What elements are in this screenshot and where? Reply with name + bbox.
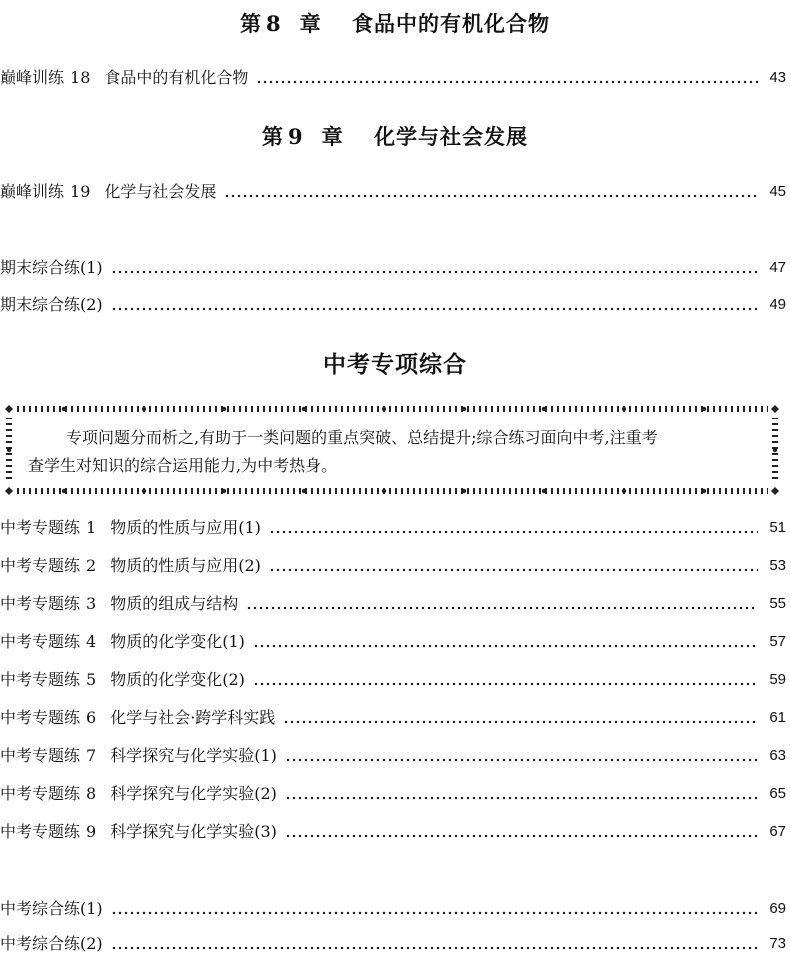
leader-dots — [111, 937, 758, 951]
chapter-prefix: 第 — [262, 124, 285, 149]
notice-box — [4, 404, 780, 496]
chapter-number: 9 — [288, 124, 304, 149]
page-number: 51 — [769, 519, 786, 536]
toc-entry-topic-1[interactable] — [0, 516, 790, 540]
page-number: 53 — [769, 557, 786, 574]
chapter-name: 食品中的有机化合物 — [351, 11, 550, 36]
entry-label: 中考专题练 7 科学探究与化学实验(1) — [0, 746, 277, 765]
page-number: 43 — [769, 69, 786, 86]
chapter-number: 8 — [266, 11, 282, 36]
leader-dots — [253, 635, 758, 649]
leader-dots — [253, 673, 758, 687]
chapter-9-heading — [0, 121, 790, 151]
chapter-suffix: 章 — [299, 11, 322, 36]
entry-label: 巅峰训练 19 化学与社会发展 — [0, 182, 217, 201]
entry-label: 中考专题练 8 科学探究与化学实验(2) — [0, 784, 277, 803]
entry-label: 中考专题练 1 物质的性质与应用(1) — [0, 518, 261, 537]
toc-entry-topic-9[interactable] — [0, 820, 790, 844]
entry-label: 中考专题练 6 化学与社会·跨学科实践 — [0, 708, 276, 727]
leader-dots — [285, 787, 758, 801]
leader-dots — [111, 261, 758, 275]
entry-label: 期末综合练(2) — [0, 295, 103, 314]
leader-dots — [269, 521, 758, 535]
toc-entry-topic-6[interactable] — [0, 706, 790, 730]
leader-dots — [111, 902, 758, 916]
leader-dots — [269, 559, 758, 573]
notice-line-2: 查学生对知识的综合运用能力,为中考热身。 — [28, 456, 338, 475]
entry-label: 期末综合练(1) — [0, 258, 103, 277]
toc-entry-topic-2[interactable] — [0, 554, 790, 578]
chapter-prefix: 第 — [240, 11, 263, 36]
page-number: 57 — [769, 633, 786, 650]
notice-line-1: 专项问题分而析之,有助于一类问题的重点突破、总结提升;综合练习面向中考,注重考 — [66, 428, 658, 447]
leader-dots — [246, 597, 758, 611]
entry-label: 巅峰训练 18 食品中的有机化合物 — [0, 68, 249, 87]
page-number: 67 — [769, 823, 786, 840]
page-number: 47 — [769, 259, 786, 276]
toc-entry-topic-3[interactable] — [0, 592, 790, 616]
page-number: 73 — [769, 935, 786, 952]
toc-entry-final-review-1[interactable] — [0, 256, 790, 280]
toc-entry-peak-18[interactable] — [0, 66, 790, 90]
page-number: 65 — [769, 785, 786, 802]
entry-label: 中考专题练 5 物质的化学变化(2) — [0, 670, 245, 689]
entry-label: 中考专题练 3 物质的组成与结构 — [0, 594, 239, 613]
entry-label: 中考专题练 9 科学探究与化学实验(3) — [0, 822, 277, 841]
section-title: 中考专项综合 — [323, 351, 467, 378]
page-number: 59 — [769, 671, 786, 688]
toc-entry-topic-4[interactable] — [0, 630, 790, 654]
toc-entry-peak-19[interactable] — [0, 180, 790, 204]
toc-entry-topic-7[interactable] — [0, 744, 790, 768]
toc-entry-topic-8[interactable] — [0, 782, 790, 806]
page-number: 49 — [769, 296, 786, 313]
leader-dots — [285, 825, 758, 839]
entry-label: 中考综合练(2) — [0, 934, 103, 953]
page-number: 63 — [769, 747, 786, 764]
notice-text — [28, 424, 764, 480]
entry-label: 中考综合练(1) — [0, 899, 103, 918]
page-number: 61 — [769, 709, 786, 726]
toc-entry-topic-5[interactable] — [0, 668, 790, 692]
toc-entry-exam-review-2[interactable] — [0, 932, 790, 956]
entry-label: 中考专题练 4 物质的化学变化(1) — [0, 632, 245, 651]
leader-dots — [256, 71, 758, 85]
leader-dots — [285, 749, 758, 763]
toc-entry-exam-review-1[interactable] — [0, 897, 790, 921]
leader-dots — [283, 711, 758, 725]
leader-dots — [224, 185, 758, 199]
page-number: 45 — [769, 183, 786, 200]
leader-dots — [111, 298, 758, 312]
chapter-8-heading — [0, 8, 790, 38]
entry-label: 中考专题练 2 物质的性质与应用(2) — [0, 556, 261, 575]
page-number: 69 — [769, 900, 786, 917]
page-number: 55 — [769, 595, 786, 612]
chapter-name: 化学与社会发展 — [373, 124, 528, 149]
toc-entry-final-review-2[interactable] — [0, 293, 790, 317]
chapter-suffix: 章 — [321, 124, 344, 149]
